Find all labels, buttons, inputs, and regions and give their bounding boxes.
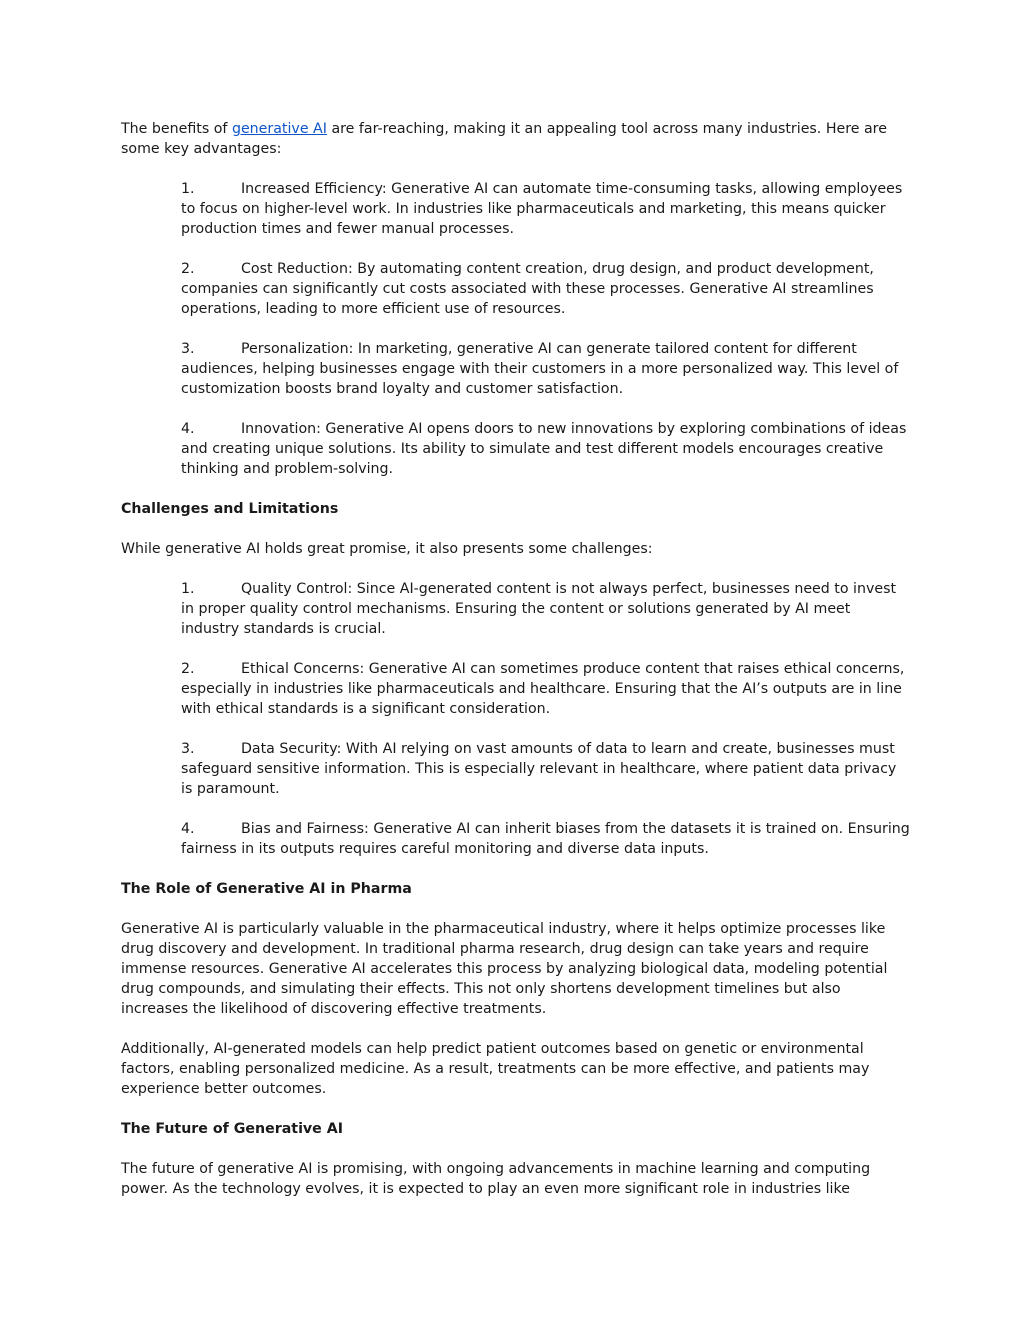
list-item xyxy=(181,339,911,399)
challenges-intro: While generative AI holds great promise, it also presents some challenges: xyxy=(121,541,653,557)
list-item xyxy=(181,819,911,859)
future-heading: The Future of Generative AI xyxy=(121,1121,343,1137)
pharma-heading: The Role of Generative AI in Pharma xyxy=(121,881,412,897)
challenges-list xyxy=(121,579,911,859)
generative-ai-link[interactable]: generative AI xyxy=(231,121,327,137)
list-item-number: 4. xyxy=(181,421,195,437)
list-item-text: Increased Efficiency: Generative AI can automate time-consuming tasks, allowing employees to focus on higher-level work. In industries like pharmaceuticals and marketing, this means quicker production times and fewer manual processes. xyxy=(181,181,903,237)
document-page xyxy=(121,119,911,1219)
list-item-text: Data Security: With AI relying on vast amounts of data to learn and create, businesses must safeguard sensitive information. This is especially relevant in healthcare, where patient data privacy is paramount. xyxy=(181,741,897,797)
list-item-number: 1. xyxy=(181,581,195,597)
list-item xyxy=(181,179,911,239)
list-item-text: Bias and Fairness: Generative AI can inherit biases from the datasets it is trained on. Ensuring fairness in its outputs requires careful monitoring and diverse data inputs. xyxy=(181,821,910,857)
list-item xyxy=(181,419,911,479)
list-item-number: 1. xyxy=(181,181,195,197)
list-item xyxy=(181,259,911,319)
future-paragraph: The future of generative AI is promising, with ongoing advancements in machine learning and computing power. As the technology evolves, it is expected to play an even more significant role in industries like xyxy=(121,1161,871,1197)
pharma-paragraph: Generative AI is particularly valuable in the pharmaceutical industry, where it helps optimize processes like drug discovery and development. In traditional pharma research, drug design can take years and require immense resources. Generative AI accelerates this process by analyzing biological data, modeling potential drug compounds, and simulating their effects. This not only shortens development timelines but also increases the likelihood of discovering effective treatments. xyxy=(121,921,888,1017)
list-item xyxy=(181,659,911,719)
list-item-text: Quality Control: Since AI-generated content is not always perfect, businesses need to invest in proper quality control mechanisms. Ensuring the content or solutions generated by AI meet industry standards is crucial. xyxy=(181,581,897,637)
intro-paragraph xyxy=(121,119,911,159)
list-item-text: Cost Reduction: By automating content creation, drug design, and product development, companies can significantly cut costs associated with these processes. Generative AI streamlines operations, leading to more efficient use of resources. xyxy=(181,261,874,317)
challenges-heading: Challenges and Limitations xyxy=(121,501,339,517)
pharma-paragraph: Additionally, AI-generated models can help predict patient outcomes based on genetic or environmental factors, enabling personalized medicine. As a result, treatments can be more effective, and patients may experience better outcomes. xyxy=(121,1041,870,1097)
list-item xyxy=(181,739,911,799)
intro-text-after: are far-reaching, making it an appealing tool across many industries. Here are some key advantages: xyxy=(121,121,887,157)
list-item-number: 2. xyxy=(181,661,195,677)
list-item-text: Innovation: Generative AI opens doors to new innovations by exploring combinations of ideas and creating unique solutions. Its ability to simulate and test different models encourages creative thinking and problem-solving. xyxy=(181,421,907,477)
list-item-number: 3. xyxy=(181,741,195,757)
advantages-list xyxy=(121,179,911,479)
list-item xyxy=(181,579,911,639)
list-item-text: Personalization: In marketing, generative AI can generate tailored content for different audiences, helping businesses engage with their customers in a more personalized way. This level of customization boosts brand loyalty and customer satisfaction. xyxy=(181,341,899,397)
list-item-text: Ethical Concerns: Generative AI can sometimes produce content that raises ethical concerns, especially in industries like pharmaceuticals and healthcare. Ensuring that the AI’s outputs are in line with ethical standards is a significant consideration. xyxy=(181,661,905,717)
list-item-number: 4. xyxy=(181,821,195,837)
intro-text-before: The benefits of xyxy=(121,121,232,137)
list-item-number: 3. xyxy=(181,341,195,357)
list-item-number: 2. xyxy=(181,261,195,277)
